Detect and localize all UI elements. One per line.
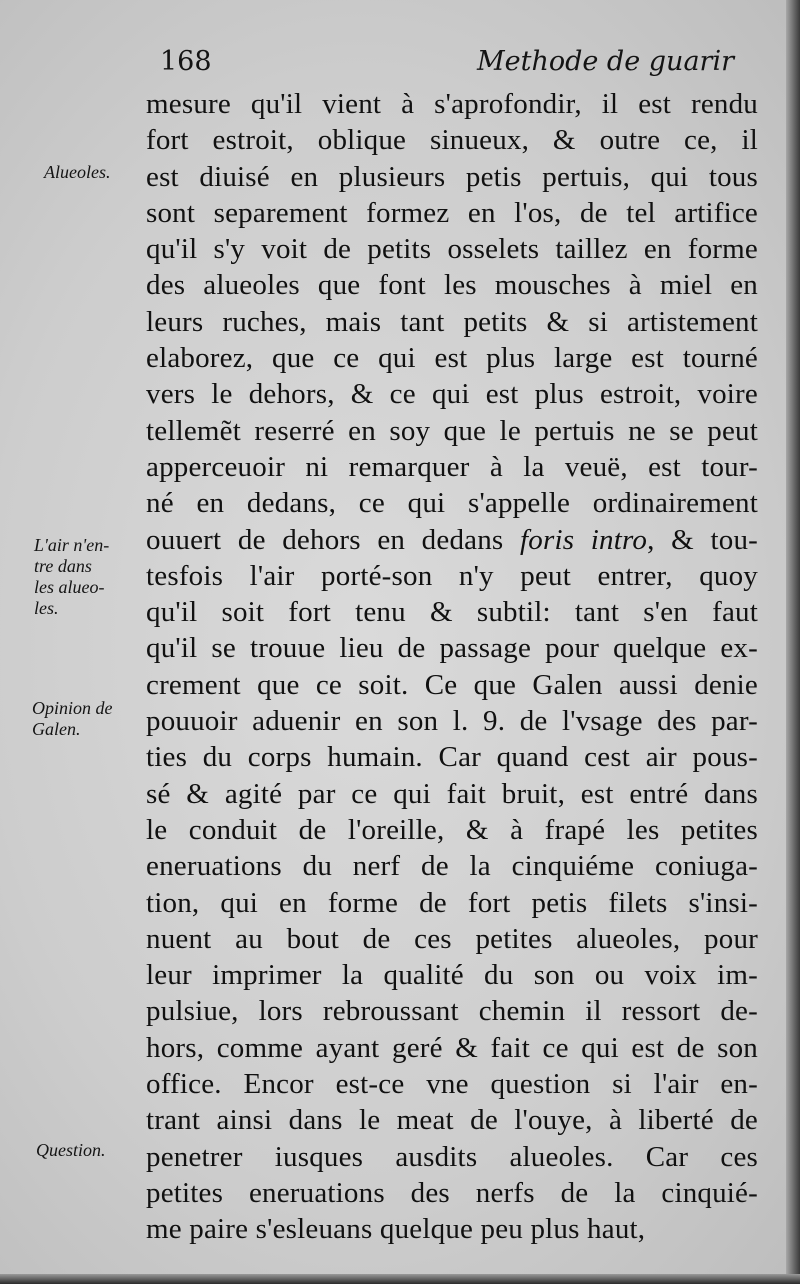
- main-text-block: [146, 86, 758, 1248]
- text-segment: sont separement formez en l'os, de tel artifice: [146, 196, 758, 229]
- margin-note-air: [34, 535, 109, 619]
- text-segment: qu'il se trouue lieu de passage pour quelque ex-: [146, 632, 758, 665]
- text-segment: , & tou-: [647, 523, 759, 556]
- margin-note-line: les alueo-: [34, 577, 105, 597]
- page-edge-bottom: [0, 1274, 800, 1284]
- text-segment: petites eneruations des nerfs de la cinquié-: [146, 1176, 758, 1209]
- italic-phrase: foris intro: [520, 523, 648, 556]
- text-segment: pouuoir aduenir en son l. 9. de l'vsage des par-: [146, 705, 758, 738]
- text-line: [146, 231, 758, 267]
- text-line: [146, 921, 758, 957]
- page-edge-right: [786, 0, 800, 1284]
- text-line: [146, 812, 758, 848]
- text-line: [146, 376, 758, 412]
- margin-note-line: Alueoles.: [44, 162, 111, 182]
- text-line: [146, 485, 758, 521]
- text-segment: qu'il s'y voit de petits osselets taillez en forme: [146, 233, 758, 266]
- margin-note-alueoles: [44, 162, 110, 183]
- text-line: [146, 667, 758, 703]
- margin-note-opinion: [32, 698, 113, 740]
- margin-note-line: L'air n'en-: [34, 535, 110, 555]
- text-segment: ties du corps humain. Car quand cest air pous-: [146, 741, 758, 774]
- margin-note-line: les.: [34, 598, 59, 618]
- text-line: [146, 122, 758, 158]
- text-line: [146, 957, 758, 993]
- text-line: [146, 1102, 758, 1138]
- text-segment: elaborez, que ce qui est plus large est tourné: [146, 342, 758, 375]
- text-line: [146, 885, 758, 921]
- text-segment: trant ainsi dans le meat de l'ouye, à liberté de: [146, 1104, 758, 1137]
- text-line: [146, 630, 758, 666]
- page-header: [160, 46, 760, 86]
- text-segment: qu'il soit fort tenu & subtil: tant s'en faut: [146, 596, 758, 629]
- text-segment: leurs ruches, mais tant petits & si artistement: [146, 305, 758, 338]
- text-line: [146, 1066, 758, 1102]
- text-line: [146, 267, 758, 303]
- text-line: [146, 340, 758, 376]
- text-segment: tellemẽt reserré en soy que le pertuis ne se peut: [146, 414, 758, 447]
- text-line: [146, 1175, 758, 1211]
- text-segment: leur imprimer la qualité du son ou voix im-: [146, 959, 758, 992]
- text-segment: tesfois l'air porté-son n'y peut entrer, quoy: [146, 559, 758, 592]
- text-line: [146, 594, 758, 630]
- page-number: 168: [160, 46, 212, 77]
- text-line: [146, 449, 758, 485]
- text-line: [146, 776, 758, 812]
- text-segment: le conduit de l'oreille, & à frapé les petites: [146, 813, 758, 846]
- margin-note-line: Opinion de: [32, 698, 113, 718]
- text-segment: ouuert de dehors en dedans: [146, 523, 520, 556]
- text-line: [146, 522, 758, 558]
- text-line: [146, 558, 758, 594]
- margin-note-question: [36, 1140, 106, 1161]
- text-segment: crement que ce soit. Ce que Galen aussi denie: [146, 668, 758, 701]
- text-line: [146, 1139, 758, 1175]
- text-line: [146, 159, 758, 195]
- text-segment: né en dedans, ce qui s'appelle ordinairement: [146, 487, 758, 520]
- text-segment: sé & agité par ce qui fait bruit, est entré dans: [146, 777, 758, 810]
- text-segment: eneruations du nerf de la cinquiéme coniuga-: [146, 850, 758, 883]
- text-line: [146, 195, 758, 231]
- text-line: [146, 993, 758, 1029]
- margin-note-line: Galen.: [32, 719, 81, 739]
- text-segment: fort estroit, oblique sinueux, & outre ce, il: [146, 124, 758, 157]
- margin-note-line: tre dans: [34, 556, 92, 576]
- text-segment: pulsiue, lors rebroussant chemin il ressort de-: [146, 995, 758, 1028]
- text-segment: est diuisé en plusieurs petis pertuis, qui tous: [146, 160, 758, 193]
- running-title: Methode de guarir: [476, 46, 734, 77]
- text-segment: me paire s'esleuans quelque peu plus haut,: [146, 1213, 646, 1246]
- text-segment: nuent au bout de ces petites alueoles, pour: [146, 922, 758, 955]
- text-line: [146, 703, 758, 739]
- text-line: [146, 848, 758, 884]
- text-segment: penetrer iusques ausdits alueoles. Car ces: [146, 1140, 758, 1173]
- text-segment: mesure qu'il vient à s'aprofondir, il est rendu: [146, 88, 758, 120]
- text-segment: hors, comme ayant geré & fait ce qui est de son: [146, 1031, 758, 1064]
- text-segment: des alueoles que font les mousches à miel en: [146, 269, 758, 302]
- margin-note-line: Question.: [36, 1140, 106, 1160]
- text-line: [146, 739, 758, 775]
- text-line: [146, 413, 758, 449]
- text-line: [146, 86, 758, 122]
- text-line: [146, 1030, 758, 1066]
- text-segment: apperceuoir ni remarquer à la veuë, est tour-: [146, 450, 758, 483]
- text-segment: vers le dehors, & ce qui est plus estroit, voire: [146, 378, 758, 411]
- text-segment: tion, qui en forme de fort petis filets s'insi-: [146, 886, 758, 919]
- text-segment: office. Encor est-ce vne question si l'air en-: [146, 1068, 758, 1101]
- text-line: [146, 304, 758, 340]
- text-line: [146, 1211, 758, 1247]
